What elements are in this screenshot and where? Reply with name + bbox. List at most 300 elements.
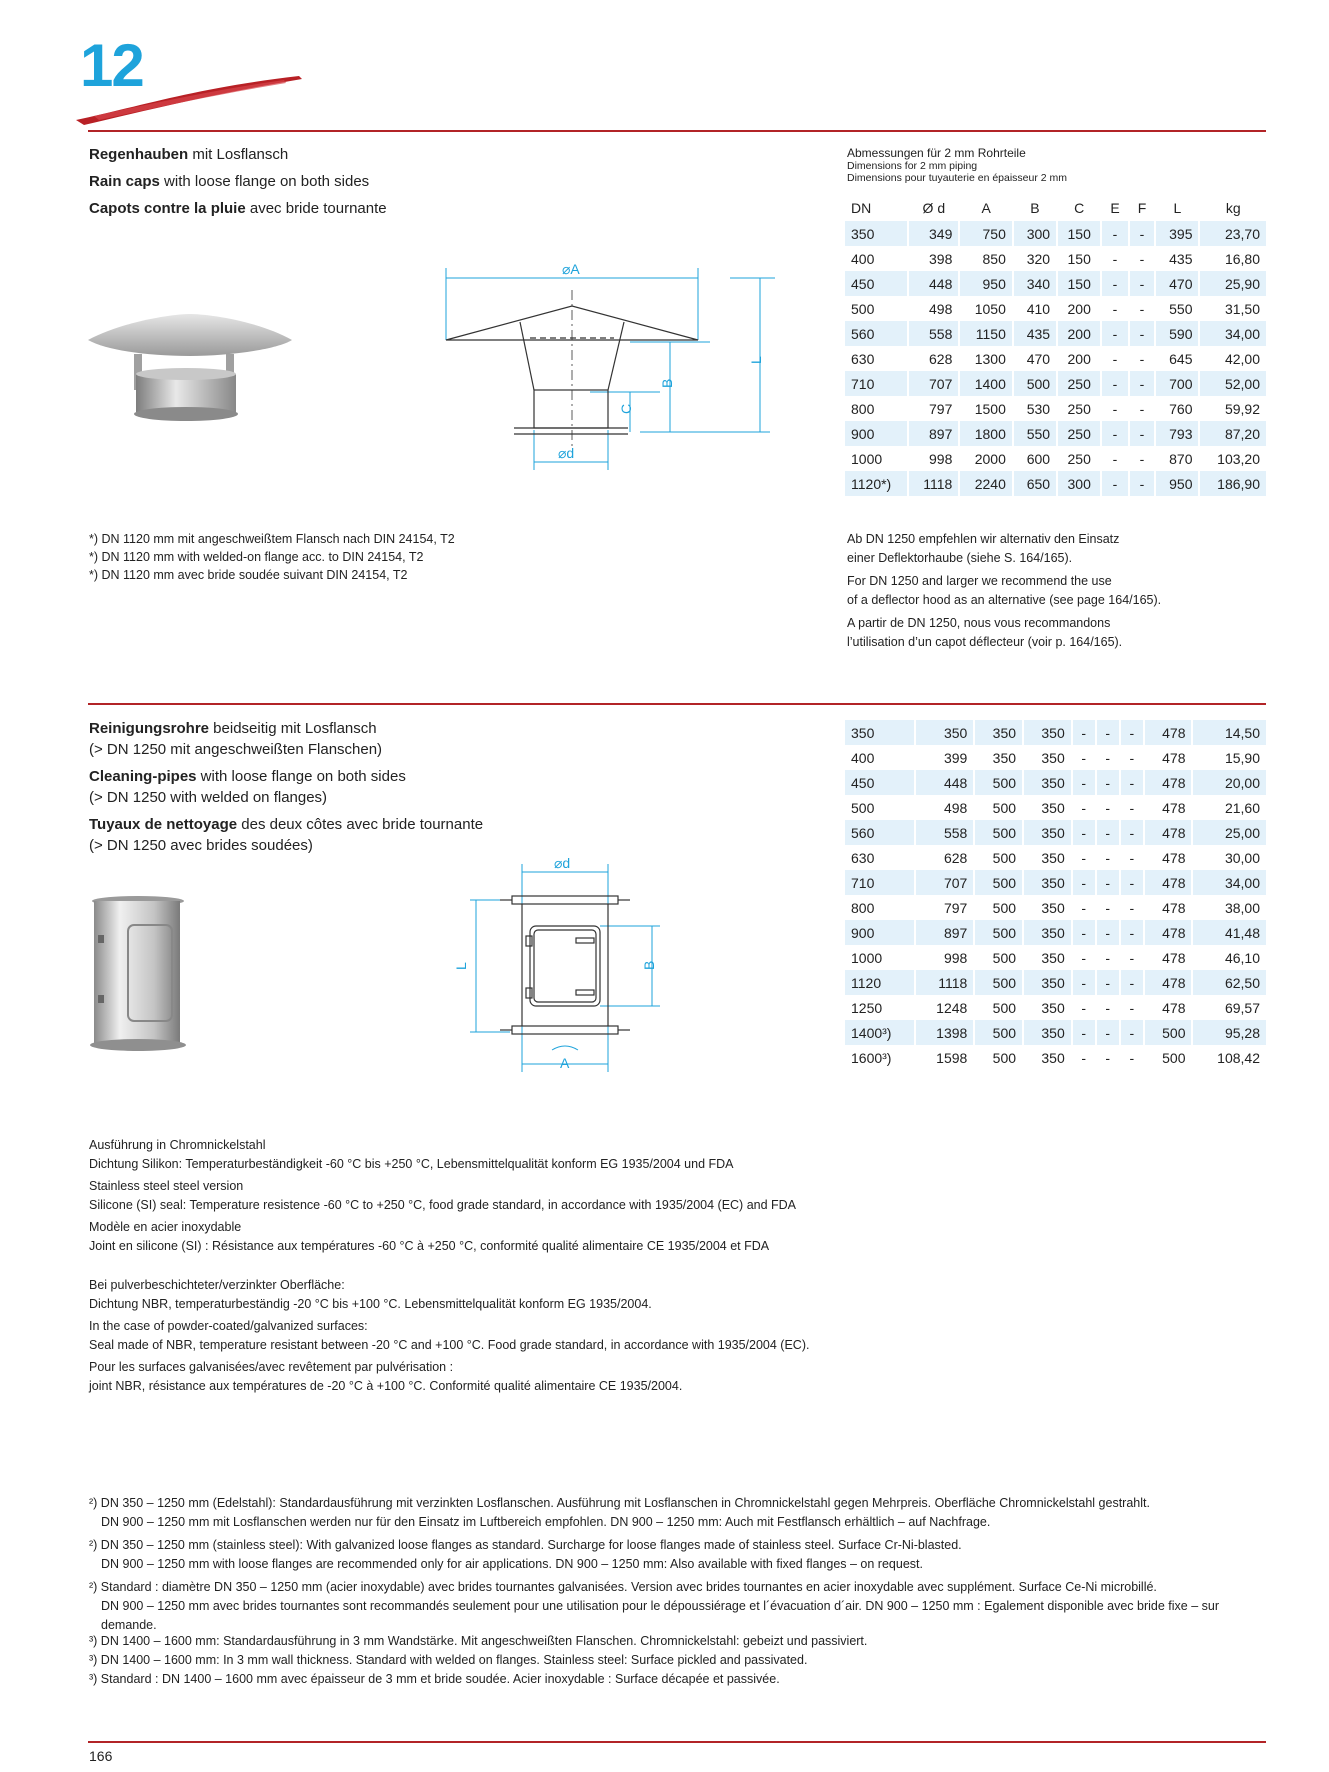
table-cell: 500 [992,849,1017,866]
table-cell: 500 [851,799,875,816]
table-cell: 500 [992,949,1017,966]
table-cell: 435 [1014,321,1056,346]
table-cell: 250 [1067,450,1091,467]
table-cell: 1150 [960,321,1012,346]
table-cell: 470 [1156,271,1198,296]
table-cell: - [1130,221,1155,246]
footnotes-3 [89,1632,867,1689]
section1-footnote [89,530,455,584]
title-en-rest: with loose flange on both sides [159,173,370,190]
table-cell: - [1081,1049,1087,1066]
section2-title [89,718,483,856]
table-cell: - [1081,999,1087,1016]
table-cell: 250 [1067,400,1091,417]
table-cell: 750 [960,221,1012,246]
table-cell: 395 [1156,221,1198,246]
table-cell: - [1121,870,1143,895]
footnote-3-line: ³) Standard : DN 1400 – 1600 mm avec épaisseur de 3 mm et bride soudée. Acier inoxydable : Surface décapée et passivée. [89,1672,780,1686]
table-cell: 300 [1014,221,1056,246]
table-row [845,995,1266,1020]
label-pipe-l: L [453,962,469,970]
table-cell: 350 [1024,770,1071,795]
table-cell: - [1073,770,1095,795]
table-cell: 25,90 [1200,271,1266,296]
table-cell: - [1073,820,1095,845]
table-cell: - [1105,749,1111,766]
table-cell: 250 [1058,421,1100,446]
table-cell: 23,70 [1200,221,1266,246]
table-cell: 400 [851,250,875,267]
table-row [845,920,1266,945]
table-cell: 448 [916,770,973,795]
table-cell: 95,28 [1193,1020,1266,1045]
dim-heading-fr: Dimensions pour tuyauterie en épaisseur 2 mm [847,172,1068,184]
material-notes [89,1136,796,1256]
table-row [845,446,1266,471]
table-cell: 500 [992,1049,1017,1066]
table-cell: 2240 [960,471,1012,496]
table-cell: 500 [975,920,1022,945]
brush-stroke-decoration [74,70,304,126]
table-cell: 448 [909,271,958,296]
title-fr-bold: Capots contre la pluie [89,200,246,217]
footnote-3-line: ³) DN 1400 – 1600 mm: Standardausführung in 3 mm Wandstärke. Mit angeschweißten Flanschen. Chromnickelstahl: gebeizt und passiviert. [89,1634,868,1648]
table-cell: 42,00 [1224,350,1260,367]
table-cell: 350 [1041,899,1065,916]
table-cell: 478 [1162,849,1186,866]
table-header-cell: C [1074,200,1085,216]
table-cell: 710 [845,870,914,895]
rain-cap-photo [86,312,296,424]
table-cell: - [1102,371,1127,396]
table-cell: 62,50 [1193,970,1266,995]
title-de-bold: Regenhauben [89,146,189,163]
table-cell: - [1102,471,1127,496]
table-cell: - [1130,371,1155,396]
chapter-number: 12 [80,32,143,99]
table-cell: 628 [943,849,968,866]
table-cell: - [1129,999,1135,1016]
table-cell: 103,20 [1217,450,1260,467]
recommend-fr-2: l’utilisation d’un capot déflecteur (voir p. 164/165). [847,635,1123,649]
table-cell: 550 [1014,421,1056,446]
table-cell: 15,90 [1224,749,1260,766]
table-cell: - [1121,820,1143,845]
table-row [845,1045,1266,1070]
table-cell: 478 [1162,999,1186,1016]
table-cell: 478 [1145,820,1192,845]
material-note: Stainless steel steel version [89,1179,244,1193]
table-cell: 500 [992,799,1017,816]
table-cell: 998 [943,949,968,966]
table-cell: 398 [929,250,953,267]
recommend-en-2: of a deflector hood as an alternative (see page 164/165). [847,593,1162,607]
table-cell: 630 [851,350,875,367]
table-cell: - [1139,250,1145,267]
recommend-fr-1: A partir de DN 1250, nous vous recommandons [847,616,1111,630]
table-cell: 250 [1058,371,1100,396]
table-cell: - [1139,300,1145,317]
table-cell: 500 [975,820,1022,845]
material-note: Silicone (SI) seal: Temperature resistence -60 °C to +250 °C, food grade standard, in accordance with 1935/2004 (EC) and FDA [89,1198,797,1212]
table-cell: 87,20 [1200,421,1266,446]
table-cell: 350 [845,720,914,745]
table-cell: 450 [845,271,907,296]
table-row [845,246,1266,271]
table-cell: 500 [975,770,1022,795]
table-cell: 2000 [974,450,1006,467]
dim-heading-en: Dimensions for 2 mm piping [847,160,978,172]
label-c: C [618,403,634,414]
material-note: Dichtung Silikon: Temperaturbeständigkeit -60 °C bis +250 °C, Lebensmittelqualität konform EG 1935/2004 und FDA [89,1157,734,1171]
material-note: Joint en silicone (SI) : Résistance aux températures -60 °C à +250 °C, conformité qualité alimentaire CE 1935/2004 et FDA [89,1239,770,1253]
table-cell: 560 [845,321,907,346]
table-cell: 200 [1058,321,1100,346]
table-cell: 1300 [974,350,1006,367]
table-cell: 900 [845,920,914,945]
table-cell: 31,50 [1224,300,1260,317]
table-cell: 349 [909,221,958,246]
table-cell: 200 [1067,300,1091,317]
s2-de-rest: beidseitig mit Losflansch [209,720,377,737]
table-cell: - [1097,820,1119,845]
table-row [845,870,1266,895]
table-cell: 21,60 [1224,799,1260,816]
table-row [845,421,1266,446]
table-cell: 1800 [960,421,1012,446]
label-pipe-b: B [641,960,657,970]
table-cell: 350 [992,749,1017,766]
table-cell: - [1081,949,1087,966]
table-cell: 300 [1058,471,1100,496]
table-cell: - [1097,970,1119,995]
table-row [845,321,1266,346]
table-cell: - [1073,720,1095,745]
top-rule [88,130,1266,132]
coating-note: Bei pulverbeschichteter/verzinkter Oberfläche: [89,1278,345,1292]
table-cell: - [1139,450,1145,467]
coating-note: Dichtung NBR, temperaturbeständig -20 °C bis +100 °C. Lebensmittelqualität konform EG 1935/2004. [89,1297,652,1311]
footnote-2-line: ²) Standard : diamètre DN 350 – 1250 mm (acier inoxydable) avec brides tournantes galvanisées. Version avec brides tournantes en acier inoxydable avec supplément. Surface Ce-Ni microbillé. [89,1580,1157,1594]
table-cell: 800 [851,899,875,916]
table-cell: 435 [1169,250,1193,267]
footnote-star-de: *) DN 1120 mm mit angeschweißtem Flansch nach DIN 24154, T2 [89,532,455,546]
table-row [845,720,1266,745]
s2-fr-line2: (> DN 1250 avec brides soudées) [89,837,313,854]
table-cell: 1000 [851,450,883,467]
table-cell: 800 [851,400,875,417]
table-header-cell: Ø d [922,200,946,216]
footnotes-2 [89,1494,1269,1635]
table-row [845,970,1266,995]
table-cell: 498 [943,799,968,816]
coating-note: In the case of powder-coated/galvanized surfaces: [89,1319,368,1333]
table-header-cell: kg [1225,200,1241,216]
table-cell: 16,80 [1224,250,1260,267]
table-cell: 200 [1067,350,1091,367]
section1-title [89,141,387,222]
table-cell: 630 [851,849,875,866]
table-cell: 30,00 [1224,849,1260,866]
table-row [845,845,1266,870]
table-row [845,396,1266,421]
table-cell: 870 [1169,450,1193,467]
footnote-2-line: ²) DN 350 – 1250 mm (stainless steel): With galvanized loose flanges as standard. Surcharge for loose flanges made of stainless steel. Surface Cr-Ni-blasted. [89,1538,962,1552]
coating-notes [89,1276,809,1396]
table-header-cell: DN [851,200,872,216]
table-cell: - [1130,271,1155,296]
table-row [845,945,1266,970]
table-cell: 350 [916,720,973,745]
table-cell: 150 [1058,221,1100,246]
table-cell: - [1121,1020,1143,1045]
footnote-2-line: DN 900 – 1250 mm avec brides tournantes sont recommandés seulement pour une utilisation pour le dépoussiérage et l´évacuation d´air. DN 900 – 1250 mm : Egalement disponible avec bride fixe – sur demande. [101,1599,1219,1632]
table-cell: 25,00 [1193,820,1266,845]
table-cell: 1050 [974,300,1006,317]
table-cell: 150 [1058,271,1100,296]
s2-de-bold: Reinigungsrohre [89,720,210,737]
table-cell: - [1105,799,1111,816]
footnote-star-fr: *) DN 1120 mm avec bride soudée suivant DIN 24154, T2 [89,568,408,582]
table-cell: 340 [1014,271,1056,296]
table-cell: 1248 [936,999,968,1016]
table-cell: 478 [1162,799,1186,816]
table-cell: - [1097,1020,1119,1045]
table-cell: 350 [1041,799,1065,816]
table-cell: 14,50 [1193,720,1266,745]
table-row [845,221,1266,246]
table-row [845,271,1266,296]
table-cell: - [1129,949,1135,966]
table-cell: 793 [1156,421,1198,446]
table-cell: 350 [1041,1049,1065,1066]
table-header-cell: L [1173,200,1182,216]
title-en-bold: Rain caps [89,173,160,190]
table-cell: 900 [845,421,907,446]
table-cell: - [1112,300,1118,317]
s2-en-bold: Cleaning-pipes [89,768,197,785]
table-cell: 1000 [851,949,883,966]
table-cell: 350 [1024,820,1071,845]
table-cell: - [1139,350,1145,367]
table-cell: 558 [916,820,973,845]
cleaning-pipe-photo [88,895,188,1055]
table-cell: 350 [1041,999,1065,1016]
table-cell: 760 [1169,400,1193,417]
deflector-recommendation [847,530,1161,652]
table-cell: 650 [1014,471,1056,496]
rain-cap-drawing [430,250,790,470]
table-cell: - [1112,400,1118,417]
middle-rule [88,703,1266,705]
table-cell: 410 [1026,300,1051,317]
table-cell: 897 [916,920,973,945]
table-cell: - [1121,770,1143,795]
table-cell: 350 [1024,720,1071,745]
table-cell: 500 [975,970,1022,995]
s2-fr-rest: des deux côtes avec bride tournante [237,816,484,833]
table-row [845,346,1266,371]
table-cell: 500 [975,870,1022,895]
table-row [845,745,1266,770]
table-cell: - [1112,350,1118,367]
label-pipe-a: A [560,1055,570,1071]
table-cell: 628 [929,350,953,367]
table-cell: 600 [1026,450,1051,467]
table-row [845,770,1266,795]
table-row [845,820,1266,845]
table-cell: 320 [1026,250,1051,267]
table-cell: 34,00 [1200,321,1266,346]
s2-en-rest: with loose flange on both sides [196,768,406,785]
footnote-star-en: *) DN 1120 mm with welded-on flange acc. to DIN 24154, T2 [89,550,424,564]
label-pipe-d: ⌀d [554,855,571,871]
table-cell: 34,00 [1193,870,1266,895]
table-cell: - [1105,999,1111,1016]
table-cell: 350 [1041,749,1065,766]
table-cell: 500 [1014,371,1056,396]
table-cell: - [1073,920,1095,945]
table-cell: 350 [1041,849,1065,866]
table-cell: - [1097,720,1119,745]
table-cell: 1118 [916,970,973,995]
table-cell: 645 [1169,350,1193,367]
table-cell: 59,92 [1224,400,1260,417]
table-cell: - [1102,321,1127,346]
table-cell: - [1139,400,1145,417]
footnote-2-line: ²) DN 350 – 1250 mm (Edelstahl): Standardausführung mit verzinkten Losflanschen. Ausführung mit Losflanschen in Chromnickelstahl gegen Mehrpreis. Oberfläche Chromnickelstahl gestrahlt. [89,1496,1150,1510]
table-cell: - [1121,720,1143,745]
table-cell: - [1102,271,1127,296]
table-cell: 41,48 [1193,920,1266,945]
table-cell: 20,00 [1193,770,1266,795]
label-d: ⌀d [558,445,575,461]
dim-heading [847,146,1067,184]
table-cell: - [1097,920,1119,945]
table-cell: - [1105,899,1111,916]
table-cell: 850 [982,250,1006,267]
table-cell: 350 [1024,920,1071,945]
table-cell: - [1081,899,1087,916]
footnote-2-line: DN 900 – 1250 mm mit Losflanschen werden nur für den Einsatz im Luftbereich empfohlen. DN 900 – 1250 mm: Auch mit Festflansch erhältlich – auf Nachfrage. [101,1515,991,1529]
table-cell: - [1112,250,1118,267]
table-cell: - [1130,321,1155,346]
bottom-rule [88,1741,1266,1743]
table-cell: 500 [851,300,875,317]
table-cell: 560 [845,820,914,845]
table-cell: 350 [1024,1020,1071,1045]
table-cell: - [1081,799,1087,816]
table-cell: 1400 [960,371,1012,396]
table-row [845,895,1266,920]
table-cell: 399 [943,749,968,766]
table-cell: 69,57 [1224,999,1260,1016]
table-cell: - [1102,221,1127,246]
table-cell: - [1130,421,1155,446]
title-de-rest: mit Losflansch [188,146,289,163]
table-header-cell: A [981,200,991,216]
table-cell: 530 [1026,400,1051,417]
coating-note: joint NBR, résistance aux températures de -20 °C à +100 °C. Conformité qualité alimentaire CE 1935/2004. [89,1379,683,1393]
recommend-en-1: For DN 1250 and larger we recommend the use [847,574,1112,588]
label-a: ⌀A [562,261,580,277]
material-note: Ausführung in Chromnickelstahl [89,1138,266,1152]
table-cell: 478 [1145,870,1192,895]
table-cell: 700 [1156,371,1198,396]
table-cell: 707 [909,371,958,396]
table-cell: 797 [929,400,953,417]
table-cell: 710 [845,371,907,396]
table-cell: 478 [1162,749,1186,766]
table-cell: 350 [845,221,907,246]
cleaning-pipe-drawing [450,850,680,1080]
table-cell: 950 [1156,471,1198,496]
table-cell: 1600³) [851,1049,892,1066]
cleaning-pipe-table [843,720,1268,1070]
table-row [845,795,1266,820]
table-header-cell: B [1030,200,1040,216]
table-cell: 1120 [845,970,914,995]
table-cell: - [1129,749,1135,766]
table-cell: 350 [1024,970,1071,995]
table-cell: 150 [1067,250,1091,267]
table-header-cell: E [1110,200,1120,216]
table-cell: - [1129,1049,1135,1066]
s2-en-line2: (> DN 1250 with welded on flanges) [89,789,328,806]
coating-note: Pour les surfaces galvanisées/avec revêtement par pulvérisation : [89,1360,454,1374]
table-cell: 1118 [909,471,958,496]
table-cell: 478 [1145,720,1192,745]
title-fr-rest: avec bride tournante [245,200,387,217]
table-cell: 350 [1024,870,1071,895]
table-cell: - [1121,920,1143,945]
table-cell: - [1105,1049,1111,1066]
table-cell: 707 [916,870,973,895]
dim-heading-de: Abmessungen für 2 mm Rohrteile [847,146,1026,160]
table-cell: - [1129,849,1135,866]
table-cell: 950 [960,271,1012,296]
table-cell: 500 [1162,1049,1186,1066]
table-cell: 500 [1145,1020,1192,1045]
table-cell: 400 [851,749,875,766]
table-header-cell: F [1137,200,1147,216]
table-cell: 478 [1162,899,1186,916]
table-cell: 1400³) [845,1020,914,1045]
table-cell: 1398 [916,1020,973,1045]
table-cell: 478 [1145,770,1192,795]
table-cell: - [1129,799,1135,816]
table-cell: 500 [992,999,1017,1016]
coating-note: Seal made of NBR, temperature resistant between -20 °C and +100 °C. Food grade standard, in accordance with 1935/2004 (EC). [89,1338,810,1352]
table-cell: 350 [975,720,1022,745]
table-cell: 998 [929,450,953,467]
recommend-de-2: einer Deflektorhaube (siehe S. 164/165). [847,551,1073,565]
table-cell: 897 [909,421,958,446]
table-cell: 1250 [851,999,883,1016]
table-cell: - [1097,870,1119,895]
table-cell: 108,42 [1217,1049,1260,1066]
s2-de-line2: (> DN 1250 mit angeschweißten Flanschen) [89,741,383,758]
s2-fr-bold: Tuyaux de nettoyage [89,816,238,833]
table-row [845,371,1266,396]
table-cell: 478 [1145,970,1192,995]
table-cell: 470 [1026,350,1051,367]
table-cell: - [1102,421,1127,446]
table-cell: 478 [1162,949,1186,966]
table-cell: 450 [845,770,914,795]
table-cell: 558 [909,321,958,346]
page-number: 166 [89,1748,113,1764]
